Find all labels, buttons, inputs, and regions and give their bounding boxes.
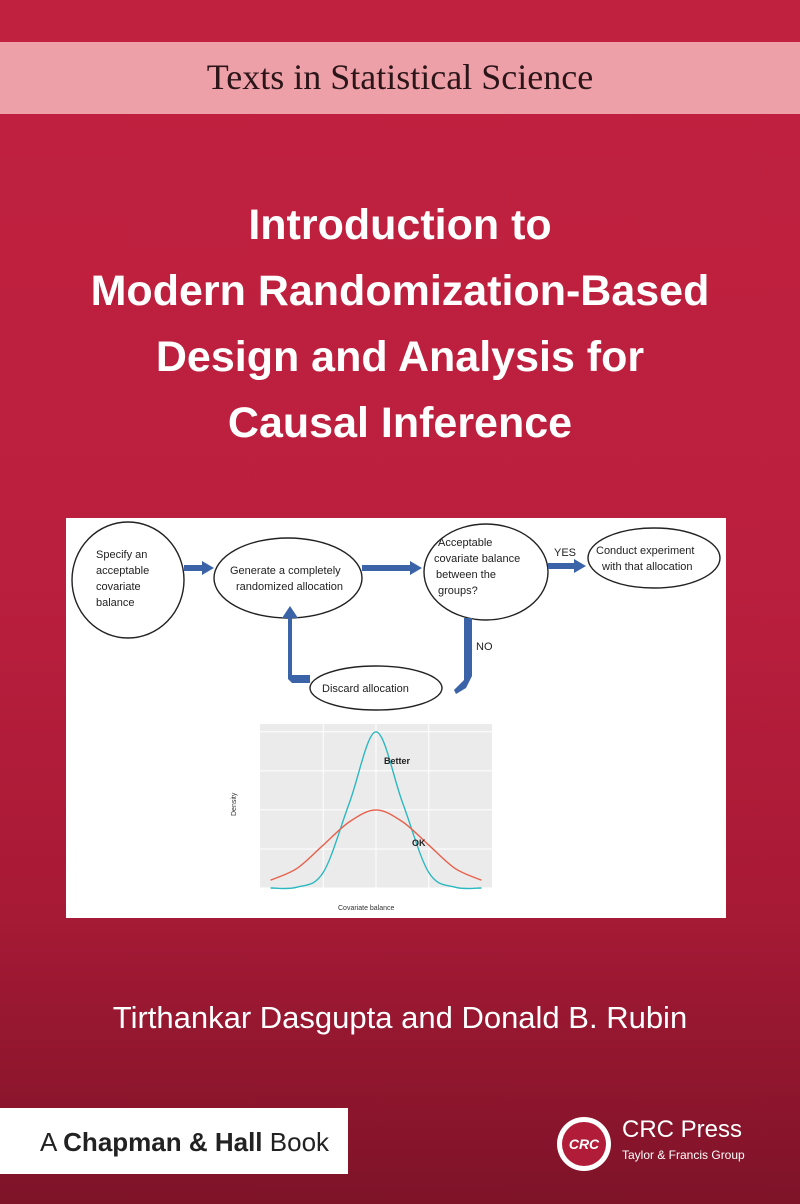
series-title: Texts in Statistical Science bbox=[206, 57, 594, 97]
crc-logo-icon bbox=[556, 1116, 612, 1172]
check-line-2: covariate balance bbox=[434, 553, 521, 565]
publisher-name: CRC Press bbox=[622, 1116, 743, 1143]
check-line-1: Acceptable bbox=[438, 537, 493, 549]
specify-line-1: Specify an bbox=[96, 549, 148, 561]
authors: Tirthankar Dasgupta and Donald B. Rubin bbox=[112, 1000, 688, 1035]
title-line-4: Causal Inference bbox=[227, 399, 573, 447]
x-axis-label: Covariate balance bbox=[338, 905, 395, 912]
book-title bbox=[20, 192, 780, 456]
generate-node bbox=[214, 538, 362, 618]
arrow-check-conduct bbox=[548, 559, 586, 573]
generate-line-2: randomized allocation bbox=[236, 581, 344, 593]
imprint-suffix: Book bbox=[269, 1127, 330, 1157]
discard-line-1: Discard allocation bbox=[322, 683, 409, 695]
imprint-name: Chapman & Hall bbox=[63, 1127, 263, 1157]
check-line-4: groups? bbox=[438, 585, 478, 597]
y-axis-label: Density bbox=[231, 792, 238, 816]
specify-node bbox=[72, 522, 184, 638]
arrow-generate-check bbox=[362, 561, 422, 575]
no-label: NO bbox=[476, 641, 493, 653]
figure-svg bbox=[66, 518, 726, 918]
publisher-subtitle: Taylor & Francis Group bbox=[622, 1148, 745, 1162]
discard-node-text bbox=[322, 683, 409, 695]
imprint-prefix: A bbox=[40, 1127, 56, 1157]
specify-line-3: covariate bbox=[96, 581, 141, 593]
cover-figure bbox=[66, 518, 726, 918]
specify-line-2: acceptable bbox=[96, 565, 150, 577]
imprint-box bbox=[0, 1108, 348, 1174]
series-label-ok: OK bbox=[412, 838, 426, 848]
conduct-line-1: Conduct experiment bbox=[596, 545, 695, 557]
crc-logo-text: CRC bbox=[568, 1136, 600, 1152]
title-line-3: Design and Analysis for bbox=[155, 333, 645, 381]
imprint-text bbox=[40, 1127, 329, 1158]
conduct-node bbox=[588, 528, 720, 588]
specify-line-4: balance bbox=[96, 597, 135, 609]
title-line-2: Modern Randomization-Based bbox=[90, 267, 710, 315]
arrow-specify-generate bbox=[184, 561, 214, 575]
yes-label: YES bbox=[554, 547, 577, 559]
conduct-line-2: with that allocation bbox=[602, 561, 693, 573]
generate-line-1: Generate a completely bbox=[230, 565, 341, 577]
series-label-better: Better bbox=[384, 756, 411, 766]
title-line-1: Introduction to bbox=[248, 201, 552, 249]
check-line-3: between the bbox=[436, 569, 496, 581]
arrow-check-discard bbox=[454, 618, 472, 694]
density-chart bbox=[231, 724, 492, 912]
